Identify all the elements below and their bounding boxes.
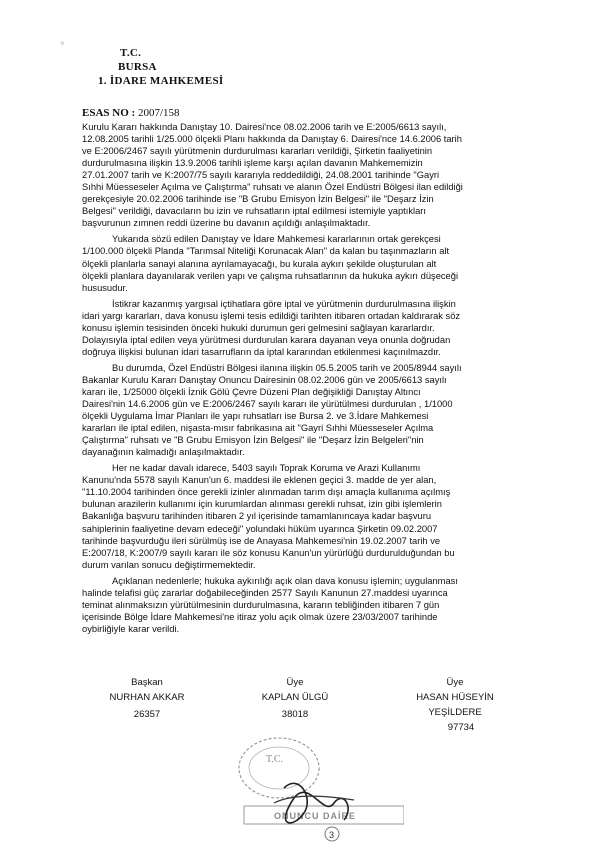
signature-role: Üye [286,677,304,688]
signature-name-line2: YEŞİLDERE [428,707,482,718]
court-stamp [204,728,404,843]
case-label: ESAS NO : [82,107,136,119]
page-number: 3 [329,830,335,840]
case-value: 2007/158 [137,107,180,119]
header-court: 1. İDARE MAHKEMESİ [98,75,224,87]
signature-number: 97734 [447,722,475,733]
signature-member-1 [240,675,350,722]
signature-president [92,675,202,722]
paragraph-3: İstikrar kazanmış yargısal içtihatlara göre iptal ve yürütmenin durdurulmasına ilişkin idari yargı kararları, dava konusu işlemi tesis edildiği tarihten itibaren ortadan kaldırarak söz konusu işlemin tesisinden önceki hukuki durumun geri gelmesini sağlayan kararlardır. Dolayısıyla iptal edilen veya yürütmesi durdurulan karara dayanan veya onunla doğrudan doğruya ilişkisi bulunan idari tasarrufların da iptal kararından etkilenmesi kaçınılmazdır. [82,298,461,357]
case-number [82,107,180,119]
signature-name: HASAN HÜSEYİN [416,692,494,703]
paragraph-1: Kurulu Kararı hakkında Danıştay 10. Dairesi'nce 08.02.2006 tarih ve E:2005/6613 sayılı, 12.08.2005 tarihli 1/25.000 ölçekli Planı hakkında da Danıştay 6. Dairesi'nce 14.6.2006 tarih ve E:2006/2467 sayılı yürütmenin durdurulması kararları verildiği, Şirketin faaliyetinin durdurulmasına ilişkin 13.9.2006 tarihli işleme karşı açılan davanın Mahkememizin 27.01.2007 tarih ve K:2007/75 sayılı kararıyla reddedildiği, 24.08.2001 tarihinde "Gayri Sıhhi Müesseseler Açılma ve Çalıştırma" ruhsatı ve alanın Özel Endüstri Bölgesi ilan edildiği gerekçesiyle 20.02.2006 tarihinde ise "B Grubu Emisyon İzin Belgesi" ile "Deşarz İzin Belgesi" verildiği, davacıların bu izin ve ruhsatların iptal edilmesi istemiyle yaptıkları başvurunun zımnen reddi üzerine bu davanın açıldığı anlaşılmaktadır. [82,122,463,229]
header-country: T.C. [120,47,142,59]
stamp-side-text: ONUNCU DAİRE [274,811,357,821]
paragraph-4: Bu durumda, Özel Endüstri Bölgesi ilanına ilişkin 05.5.2005 tarih ve 2005/8944 sayılı Bakanlar Kurulu Kararı Danıştay Onuncu Dairesinin 08.02.2006 gün ve 2005/6613 sayılı kararı ile, 1/25000 ölçekli İznik Gölü Çevre Düzeni Plan değişikliği Danıştay Altıncı Dairesi'nin 14.6.2006 gün ve E:2006/2467 sayılı kararı ile yürütülmesi durdurulan , 1/1000 ölçekli Uygulama İmar Planları ile yapı ruhsatları ise Bursa 2. ve 3.İdare Mahkemesi kararları ile iptal edilen, nişasta-mısır fabrikasına ait "Gayri Sıhhi Müesseseler Açılma Çalıştırma" ruhsatı ve "B Grubu Emisyon İzin Belgesi" ile "Deşarz İzin Belgeleri"nin dayanağının kalmadığı anlaşılmaktadır. [82,362,462,458]
paragraph-5: Her ne kadar davalı idarece, 5403 sayılı Toprak Koruma ve Arazi Kullanımı Kanunu'nda 5578 sayılı Kanun'un 6. maddesi ile eklenen geçici 3. madde de yer alan, "11.10.2004 tarihinden önce gerekli izinler alınmadan tarım dışı amaçla kullanıma açılmış bulunan arazilerin kullanımı için kurumlardan alınması gerekli ruhsat, izin gibi işlemlerin Bakanlığa başvuru tarihinden itibaren 2 yıl içerisinde tamamlanıncaya kadar başvuru sahiplerinin faaliyetine devam edeceği" yolundaki hüküm uyarınca Şirketin 09.02.2007 tarihinde başvurduğu ileri sürülmüş ise de Anayasa Mahkemesi'nin 19.02.2007 tarih ve E:2007/18, K:2007/9 sayılı kararı ile söz konusu Kanun'un yürürlüğü durdurulduğundan bu durum varılan sonucu değiştirmemektedir. [82,463,455,570]
signature-name: KAPLAN ÜLGÜ [261,692,329,703]
header-city: BURSA [118,61,157,73]
document-body [82,121,583,639]
signature-role: Üye [446,677,464,688]
paragraph-2: Yukarıda sözü edilen Danıştay ve İdare Mahkemesi kararlarının ortak gerekçesi 1/100.000 ölçekli Planda "Tarımsal Niteliği Korunacak Alan" da kalan bu taşınmazların alt ölçekli planlarla sanayi alanına ayrılamayacağı, bu kurala aykırı şekilde oluşturulan alt ölçekli planlara dayanılarak verilen yapı ve çalışma ruhsatlarının da hukuka aykırı düşeceği hususudur. [82,234,459,293]
scan-speck: ⸰ [60,39,65,48]
signature-role: Başkan [131,677,163,688]
signature-number: 26357 [133,709,161,720]
signature-number: 38018 [281,709,309,720]
signature-member-2 [395,675,515,735]
stamp-top-text: T.C. [266,754,284,765]
paragraph-6: Açıklanan nedenlerle; hukuka aykırılığı açık olan dava konusu işlemin; uygulanması halinde telafisi güç zararlar doğabileceğinden 2577 Sayılı Kanunun 27.maddesi uyarınca teminat alınmaksızın yürütülmesinin durdurulmasına, kararın tebliğinden itibaren 7 gün içerisinde Bölge İdare Mahkemesi'ne itiraz yolu açık olmak üzere 23/03/2007 tarihinde oybirliğiyle karar verildi. [82,575,458,634]
signature-name: NURHAN AKKAR [109,692,185,703]
